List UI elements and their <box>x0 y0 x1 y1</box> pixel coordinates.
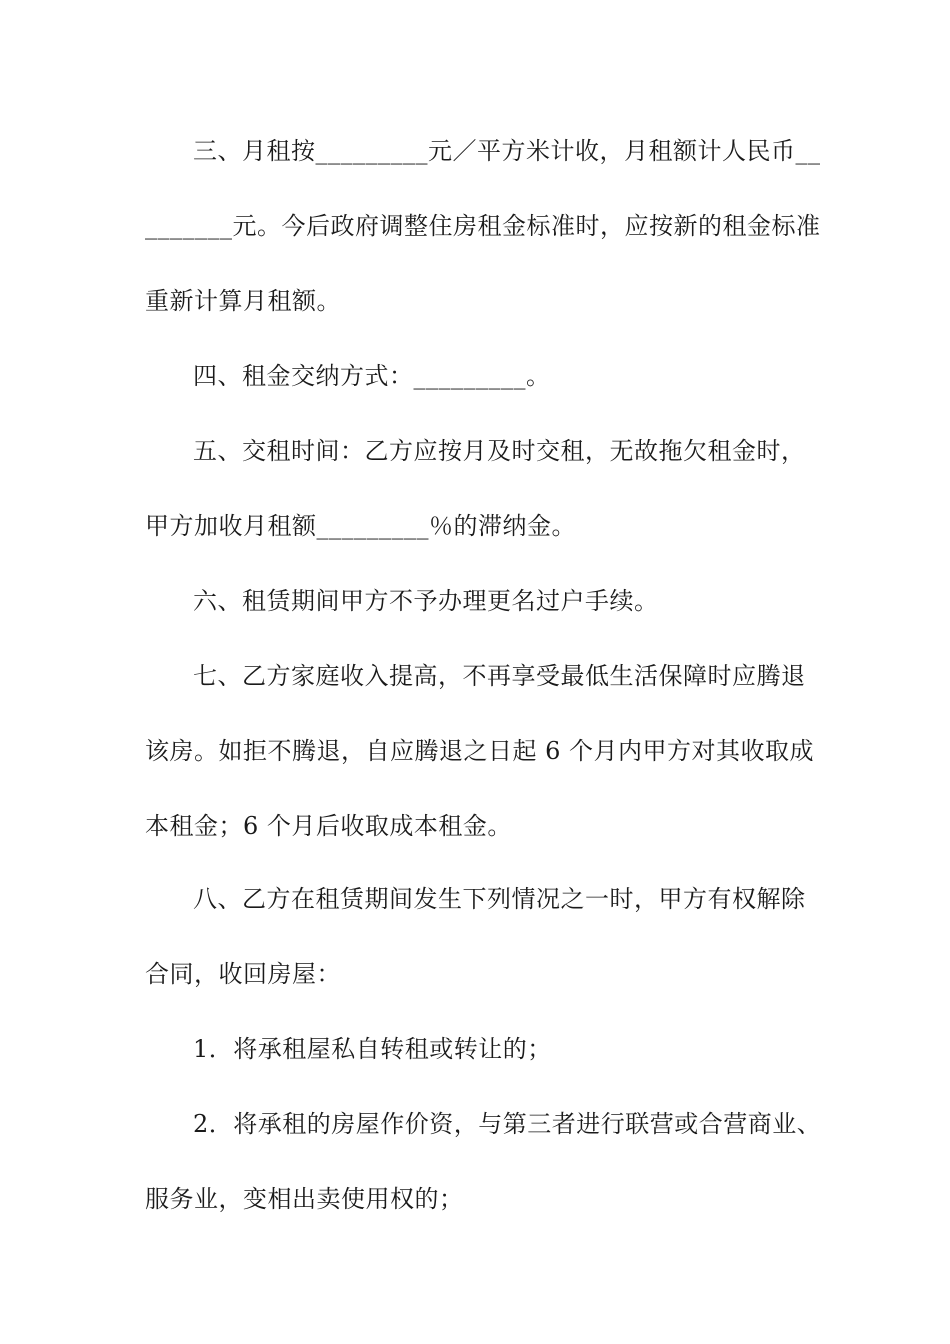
paragraph-5-line-2: 甲方加收月租额_________％的滞纳金。 <box>145 512 576 540</box>
paragraph-3-line-2: _______元。今后政府调整住房租金标准时，应按新的租金标准 <box>145 212 821 240</box>
list-item-2-line-1: 2．将承租的房屋作价资，与第三者进行联营或合营商业、 <box>193 1110 822 1138</box>
list-item-2-line-2: 服务业，变相出卖使用权的； <box>145 1185 464 1213</box>
paragraph-3-line-1: 三、月租按_________元／平方米计收，月租额计人民币__ <box>193 137 821 165</box>
paragraph-4-line-1: 四、租金交纳方式：_________。 <box>193 362 551 390</box>
list-item-1: 1．将承租屋私自转租或转让的； <box>193 1035 552 1063</box>
paragraph-7-line-1: 七、乙方家庭收入提高，不再享受最低生活保障时应腾退 <box>193 662 806 690</box>
paragraph-5-line-1: 五、交租时间：乙方应按月及时交租，无故拖欠租金时， <box>193 437 806 465</box>
paragraph-7-line-3: 本租金；6 个月后收取成本租金。 <box>145 812 512 840</box>
paragraph-3-line-3: 重新计算月租额。 <box>145 287 341 315</box>
paragraph-8-line-2: 合同，收回房屋： <box>145 960 341 988</box>
paragraph-6-line-1: 六、租赁期间甲方不予办理更名过户手续。 <box>193 587 659 615</box>
paragraph-7-line-2: 该房。如拒不腾退，自应腾退之日起 6 个月内甲方对其收取成 <box>145 737 815 765</box>
paragraph-8-line-1: 八、乙方在租赁期间发生下列情况之一时，甲方有权解除 <box>193 885 806 913</box>
